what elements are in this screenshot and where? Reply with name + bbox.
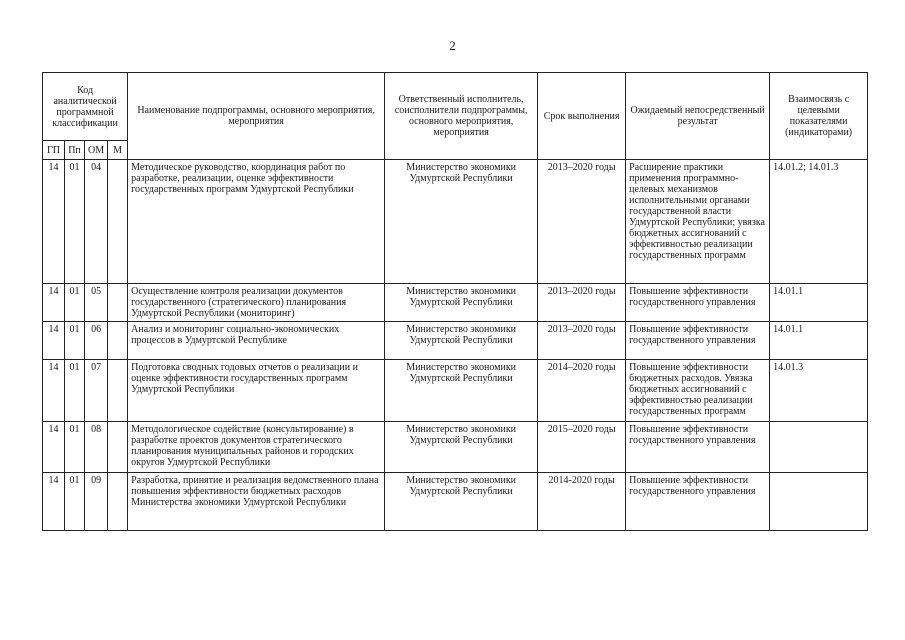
header-code-pp: Пп — [65, 141, 85, 160]
cell-result: Расширение практики применения программно-целевых механизмов исполнительными органами государственной власти Удмуртской Республики; увязка бюджетных ассигнований с эффективностью реализации государственных программ — [626, 160, 770, 284]
cell-gp: 14 — [43, 360, 65, 422]
cell-result: Повышение эффективности государственного управления — [626, 284, 770, 322]
cell-om: 05 — [85, 284, 108, 322]
cell-om: 08 — [85, 422, 108, 473]
cell-m — [108, 160, 128, 284]
cell-indicators: 14.01.3 — [770, 360, 868, 422]
cell-responsible: Министерство экономики Удмуртской Республики — [385, 473, 538, 531]
cell-responsible: Министерство экономики Удмуртской Республики — [385, 360, 538, 422]
header-indicators: Взаимосвязь с целевыми показателями (индикаторами) — [770, 73, 868, 160]
cell-pp: 01 — [65, 422, 85, 473]
cell-responsible: Министерство экономики Удмуртской Республики — [385, 322, 538, 360]
cell-name: Осуществление контроля реализации документов государственного (стратегического) планирования Удмуртской Республики (мониторинг) — [128, 284, 385, 322]
cell-responsible: Министерство экономики Удмуртской Республики — [385, 160, 538, 284]
cell-name: Методическое руководство, координация работ по разработке, реализации, оценке эффективности государственных программ Удмуртской Республики — [128, 160, 385, 284]
cell-om: 09 — [85, 473, 108, 531]
cell-om: 04 — [85, 160, 108, 284]
header-result: Ожидаемый непосредственный результат — [626, 73, 770, 160]
cell-indicators: 14.01.2; 14.01.3 — [770, 160, 868, 284]
table-row — [43, 322, 868, 360]
cell-gp: 14 — [43, 160, 65, 284]
cell-result: Повышение эффективности государственного управления — [626, 322, 770, 360]
header-name: Наименование подпрограммы, основного мероприятия, мероприятия — [128, 73, 385, 160]
table-row — [43, 360, 868, 422]
cell-gp: 14 — [43, 422, 65, 473]
cell-term: 2013–2020 годы — [538, 160, 626, 284]
cell-m — [108, 473, 128, 531]
cell-term: 2014-2020 годы — [538, 473, 626, 531]
table-row — [43, 160, 868, 284]
table-row — [43, 422, 868, 473]
cell-term: 2013–2020 годы — [538, 284, 626, 322]
cell-term: 2015–2020 годы — [538, 422, 626, 473]
cell-result: Повышение эффективности государственного управления — [626, 422, 770, 473]
cell-result: Повышение эффективности государственного управления — [626, 473, 770, 531]
cell-indicators: 14.01.1 — [770, 284, 868, 322]
cell-responsible: Министерство экономики Удмуртской Республики — [385, 284, 538, 322]
cell-indicators — [770, 473, 868, 531]
cell-m — [108, 284, 128, 322]
cell-name: Разработка, принятие и реализация ведомственного плана повышения эффективности бюджетных расходов Министерства экономики Удмуртской Республики — [128, 473, 385, 531]
cell-om: 07 — [85, 360, 108, 422]
cell-responsible: Министерство экономики Удмуртской Республики — [385, 422, 538, 473]
program-table — [42, 72, 868, 531]
cell-name: Методологическое содействие (консультирование) в разработке проектов документов стратегического планирования муниципальных районов и городских округов Удмуртской Республики — [128, 422, 385, 473]
table-row — [43, 473, 868, 531]
cell-gp: 14 — [43, 322, 65, 360]
cell-gp: 14 — [43, 473, 65, 531]
header-code-m: М — [108, 141, 128, 160]
cell-m — [108, 422, 128, 473]
cell-om: 06 — [85, 322, 108, 360]
cell-m — [108, 322, 128, 360]
cell-term: 2013–2020 годы — [538, 322, 626, 360]
header-responsible: Ответственный исполнитель, соисполнители подпрограммы, основного мероприятия, мероприятия — [385, 73, 538, 160]
cell-result: Повышение эффективности бюджетных расходов. Увязка бюджетных ассигнований с эффективностью реализации государственных программ — [626, 360, 770, 422]
header-code-group: Код аналитической программной классификации — [43, 73, 128, 141]
cell-pp: 01 — [65, 322, 85, 360]
cell-gp: 14 — [43, 284, 65, 322]
header-term: Срок выполнения — [538, 73, 626, 160]
page-number: 2 — [449, 38, 456, 53]
table-row — [43, 284, 868, 322]
cell-name: Анализ и мониторинг социально-экономических процессов в Удмуртской Республике — [128, 322, 385, 360]
cell-term: 2014–2020 годы — [538, 360, 626, 422]
header-code-gp: ГП — [43, 141, 65, 160]
cell-pp: 01 — [65, 360, 85, 422]
cell-indicators — [770, 422, 868, 473]
header-code-om: ОМ — [85, 141, 108, 160]
cell-indicators: 14.01.1 — [770, 322, 868, 360]
cell-pp: 01 — [65, 284, 85, 322]
cell-pp: 01 — [65, 160, 85, 284]
cell-m — [108, 360, 128, 422]
cell-pp: 01 — [65, 473, 85, 531]
cell-name: Подготовка сводных годовых отчетов о реализации и оценке эффективности государственных программ Удмуртской Республики — [128, 360, 385, 422]
